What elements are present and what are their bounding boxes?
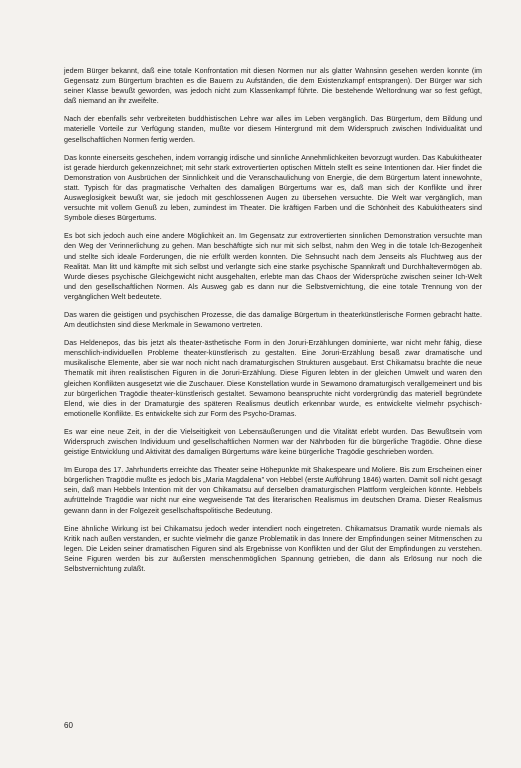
paragraph-7: Es war eine neue Zeit, in der die Vielseitigkeit von Lebensäußerungen und die Vitalität erlebt wurden. Das Bewußtsein vom Widerspruch zwischen Individuum und gesellschaftlichen Normen war der Nährboden für die bürgerliche Tragödie. Ohne diese geistige Entwicklung und Aktivität des damaligen Bürgertums wäre keine bürgerliche Tragödie geschrieben worden. [64, 427, 482, 457]
paragraph-8: Im Europa des 17. Jahrhunderts erreichte das Theater seine Höhepunkte mit Shakespeare und Moliere. Bis zum Erscheinen einer bürgerlichen Tragödie mußte es jedoch bis „Maria Magdalena" von Hebbel (erste Aufführung 1846) warten. Damit soll nicht gesagt sein, daß man Hebbels Intention mit der von Chikamatsu auf derselben dramaturgischen Plattform vergleichen könnte. Hebbels aufrüttelnde Tragödie war nicht nur eine wegweisende Tat des literarischen Realismus im deutschen Drama. Dieser Realismus gewann dann in der Folgezeit gesellschaftspolitische Bedeutung. [64, 466, 482, 515]
paragraph-2: Nach der ebenfalls sehr verbreiteten buddhistischen Lehre war alles im Leben vergänglich. Das Bürgertum, dem Bildung und materielle Vorteile zur Verfügung standen, mußte vor diesem Hintergrund mit dem Widerspruch zwischen Individualität und gesellschaftlichen Normen fertig werden. [64, 115, 482, 144]
paragraph-5: Das waren die geistigen und psychischen Prozesse, die das damalige Bürgertum in theaterkünstlerische Formen gebracht hatte. Am deutlichsten sind diese Merkmale in Sewamono vertreten. [64, 310, 482, 330]
paragraph-1: jedem Bürger bekannt, daß eine totale Konfrontation mit diesen Normen nur als glatter Wahnsinn gesehen werden konnte (im Gegensatz zum Bürgertum brachten es die Bauern zu Aufständen, die dem Existenzkampf entsprangen). Der Bürger war sich seiner Klasse bewußt geworden, was jedoch nicht zum Klassenkampf führte. Die bestehende Weltordnung war so fest gefügt, daß niemand an ihr zweifelte. [64, 67, 482, 106]
paragraph-4: Es bot sich jedoch auch eine andere Möglichkeit an. Im Gegensatz zur extrovertierten sinnlichen Demonstration versuchte man den Weg der Verinnerlichung zu gehen. Man beschäftigte sich nur mit sich selbst, nahm den Weg in die totale Ich-Bezogenheit und stellte sich ideale Forderungen, die nie erfüllt werden konnten. Die Sehnsucht nach dem Jenseits als Fluchtweg aus der Realität. Man litt und kämpfte mit sich selbst und verlangte sich eine starke psychische Spannkraft und Durchhaltevermögen ab. Wurde dieses psychische Gleichgewicht nicht ausgehalten, erlebte man das Chaos der Widersprüche zwischen seiner Ich-Welt und den gesellschaftlichen Normen. Als Ausweg gab es dann nur die Selbstvernichtung, die eine totale Trennung von der vergänglichen Welt bedeutete. [64, 232, 482, 301]
paragraph-3: Das konnte einerseits geschehen, indem vorrangig irdische und sinnliche Annehmlichkeiten bevorzugt wurden. Das Kabukitheater ist gerade hierdurch gekennzeichnet; mit sehr stark extrovertierten optischen Mitteln stellt es seine Intentionen dar. Hier findet die Demonstration von Ausbrüchen der Sinnlichkeit und die Veranschaulichung von Energie, die dem Bürgertum latent innewohnte, statt. Typisch für das pragmatische Verhalten des damaligen Bürgertums war es, daß man sich der Konflikte und ihrer Ausweglosigkeit bewußt war, sie jedoch mit geschlossenen Augen zu übersehen versuchte. Die Welt war vergänglich, man versuchte mit vollem Genuß zu leben, zumindest im Theater. Die kräftigen Farben und die Schönheit des Kabukitheaters sind Symbole dieses Bürgertums. [64, 153, 482, 223]
paragraph-9: Eine ähnliche Wirkung ist bei Chikamatsu jedoch weder intendiert noch eingetreten. Chikamatsus Dramatik wurde niemals als Kritik nach außen verstanden, er suchte vielmehr die ganze Problematik in das Innere der Empfindungen seiner Mitmenschen zu legen. Die Leiden seiner dramatischen Figuren sind als Ergebnisse von Konflikten und der Glut der Empfindungen zu verstehen. Seine Figuren werden bis zur äußersten menschenmöglichen Spannung getrieben, die dann als Erlösung nur noch die Selbstvernichtung zuläßt. [64, 524, 482, 574]
document-page [64, 66, 482, 582]
paragraph-6: Das Heldenepos, das bis jetzt als theater-ästhetische Form in den Joruri-Erzählungen dominierte, war nicht mehr fähig, diese menschlich-individuellen Probleme theater-künstlerisch zu gestalten. Eine Joruri-Erzählung besaß zwar dramatische und musikalische Elemente, aber sie war noch nicht nach dramaturgischen Strukturen ausgebaut. Erst Chikamatsu brachte die neue Thematik mit ihren realistischen Figuren in die Joruri-Erzählung. Diese Figuren lebten in der gleichen Umwelt und waren den gleichen Konflikten ausgesetzt wie die Zuschauer. Diese Konstellation wurde in Sewamono dramaturgisch verallgemeinert und bis zur bürgerlichen Tragödie theater-künstlerisch gestaltet. Sewamono beanspruchte nicht vordergründig das materiell begründete Elend, wie dies in der Dramaturgie des späteren Realismus deutlich erkennbar wurde, es entwickelte vielmehr psychisch-emotionelle Konflikte. Es entwickelte sich zur Form des Psycho-Dramas. [64, 339, 482, 418]
page-number: 60 [64, 721, 73, 730]
